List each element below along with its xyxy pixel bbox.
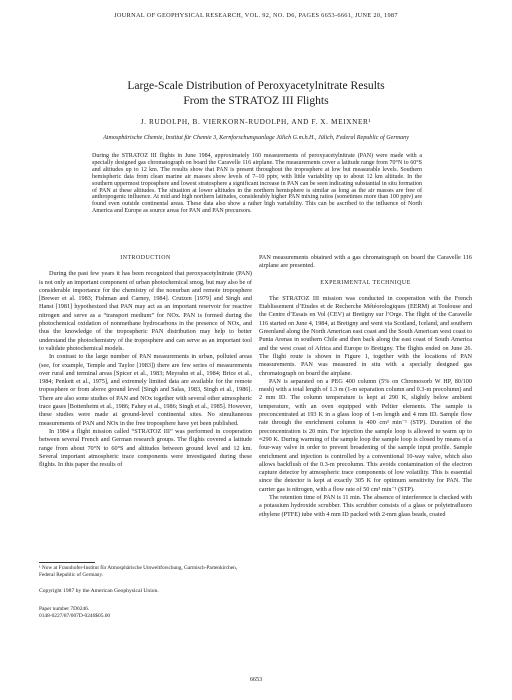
publication-info xyxy=(39,606,252,620)
paper-title xyxy=(0,78,512,108)
copyright-notice: Copyright 1987 by the American Geophysical Union. xyxy=(39,588,159,594)
journal-header: JOURNAL OF GEOPHYSICAL RESEARCH, VOL. 92, NO. D6, PAGES 6653-6661, JUNE 20, 1987 xyxy=(114,12,398,19)
experimental-paragraph-3: The retention time of PAN is 11 min. The absence of interference is checked with a potassium hydroxide scrubber. This scrubber consists of a glass or polytetrafluoro ethylene (PTFE) tube with 4 mm ID packed with 2-mm glass beads, coated xyxy=(259,494,472,518)
intro-paragraph-2: In contrast to the large number of PAN measurements in urban, polluted areas (see, for example, Temple and Taylor [1983]) there are few series of measurements over rural and terminal areas [Spicer et al., 1983; Meyrahn et al., 1984; Brice et al., 1984; Penkett et al., 1975], and extremely limited data are available for the remote troposphere or from above ground level [Singh and Salas, 1983, Singh et al., 1986]. There are also some studies of PAN and NOx together with several other atmospheric trace gases [Bottenheim et al., 1986; Fahey et al., 1986; Singh et al., 1985]. However, these studies were made at ground-level continental sites. No simultaneous measurements of PAN and NOx in the free troposphere have yet been published. xyxy=(39,353,252,427)
affiliation: Atmosphärische Chemie, Institut für Chemie 3, Kernforschungsanlage Jülich G.m.b.H., Jülich, Federal Republic of Germany xyxy=(103,135,409,141)
intro-paragraph-3: In 1984 a flight mission called “STRATOZ III” was performed in cooperation between several French and German research groups. The flights covered a latitude range from about 70°N to 60°S and altitudes between ground level and 12 km. Several important atmospheric trace components were investigated during these flights. In this paper the results of xyxy=(39,427,252,469)
footnote-divider xyxy=(39,562,95,563)
title-line-2: From the STRATOZ III Flights xyxy=(183,94,329,107)
right-column xyxy=(259,254,472,519)
issn-code: 0148-0227/87/007D-0246$05.00 xyxy=(39,613,111,619)
author-list: J. RUDOLPH, B. VIERKORN-RUDOLPH, AND F. X. MEIXNER¹ xyxy=(140,117,372,126)
abstract: During the STRATOZ III flights in June 1984, approximately 160 measurements of peroxyacetylnitrate (PAN) were made with a specially designed gas chromatograph on board the Caravelle 116 airplane. The measurements cover a latitude range from 70°N to 60°S and altitudes up to 12 km. The results show that PAN is present throughout the troposphere at low but measurable levels. Southern hemispheric data from clean marine air masses show levels of 7–10 pptv, with little variability up to about 12 km altitude. In the southern uppermost troposphere and lowest stratosphere a significant increase in PAN can be seen indicating substantial in situ formation of PAN at these altitudes. The situation at lower altitudes in the northern hemisphere is similar as long as the air masses are free of anthropogenic influence. At mid and high northern latitudes, considerably higher PAN mixing ratios (sometimes more than 100 pptv) are found even outside continental areas. These data also show a rather high variability. This can be ascribed to the influence of North America and Europe as source areas for PAN and PAN precursors. xyxy=(92,153,422,215)
left-column xyxy=(39,254,252,469)
paper-number: Paper number 7D0246. xyxy=(39,606,90,612)
continued-paragraph: PAN measurements obtained with a gas chromatograph on board the Caravelle 116 airplane are presented. xyxy=(259,254,472,270)
experimental-paragraph-2: PAN is separated on a PEG 400 column (5% on Chromosorb W HP, 80/100 mesh) with a total length of 1.3 m (1-m separation column and 0.3-m precolumn) and 2 mm ID. The column temperature is kept at 290 K, slightly below ambient temperature, with an oven equipped with Peltier elements. The sample is preconcentrated at 193 K in a glass loop of 1-m length and 4 mm ID. Sample flow rate through the enrichment column is 400 cm³ min⁻¹ (STP). Duration of the preconcentration is 20 min. For injection the sample loop is allowed to warm up to ≈290 K. During warming of the sample loop the sample loop is closed by means of a four-way valve in order to prevent broadening of the sample input profile. Sample enrichment and injection is controlled by a conventional 10-way valve, which also allows backflush of the 0.3-m precolumn. This avoids contamination of the electron capture detector by atmospheric trace components of low volatility. This is essential since the detector is kept at exactly 305 K for optimum sensitivity for PAN. The carrier gas is nitrogen, with a flow rate of 50 cm³ min⁻¹ (STP). xyxy=(259,377,472,493)
page-number: 6653 xyxy=(249,676,263,683)
experimental-paragraph-1: The STRATOZ III mission was conducted in cooperation with the French Etablissement d’Etudes et de Recherche Météorologiques (EERM) at Toulouse and the Centre d’Essais en Vol (CEV) at Bretigny sur l’Orge. The flight of the Caravelle 116 started on June 4, 1984, at Bretigny and went via Scotland, Iceland, and southern Greenland along the North American east coast and the South American west coast to Punta Arenas in southern Chile and then back along the east coast of South America and the west coast of Africa and Europe to Bretigny. The flights ended on June 26. The flight route is shown in Figure 1, together with the locations of PAN measurements. PAN was measured in situ with a specially designed gas chromatograph on board the airplane. xyxy=(259,294,472,377)
title-line-1: Large-Scale Distribution of Peroxyacetylnitrate Results xyxy=(127,79,385,92)
footnote: ¹ Now at Fraunhofer-Institut für Atmosphärische Umweltforschung, Garmisch-Partenkirchen, Federal Republic of Germany. xyxy=(39,565,238,578)
introduction-heading: INTRODUCTION xyxy=(120,255,171,261)
experimental-heading: EXPERIMENTAL TECHNIQUE xyxy=(320,279,411,286)
intro-paragraph-1: During the past few years it has been recognized that peroxyacetylnitrate (PAN) is not only an important component of urban photochemical smog, but may also be of considerable importance for the chemistry of the nonurban and remote troposphere [Brewer et al. 1983; Fishman and Carney, 1984]. Crutzen [1979] and Singh and Hanst [1981] hypothesized that PAN may act as an important reservoir for reactive nitrogen and serve as a “transport medium” for NOx. PAN is formed during the photochemical oxidation of nonmethane hydrocarbons in the presence of NOx, and thus the knowledge of the tropospheric PAN distribution may help to better understand the photochemistry of the troposphere and can serve as an important tool to validate photochemical models. xyxy=(39,270,252,352)
